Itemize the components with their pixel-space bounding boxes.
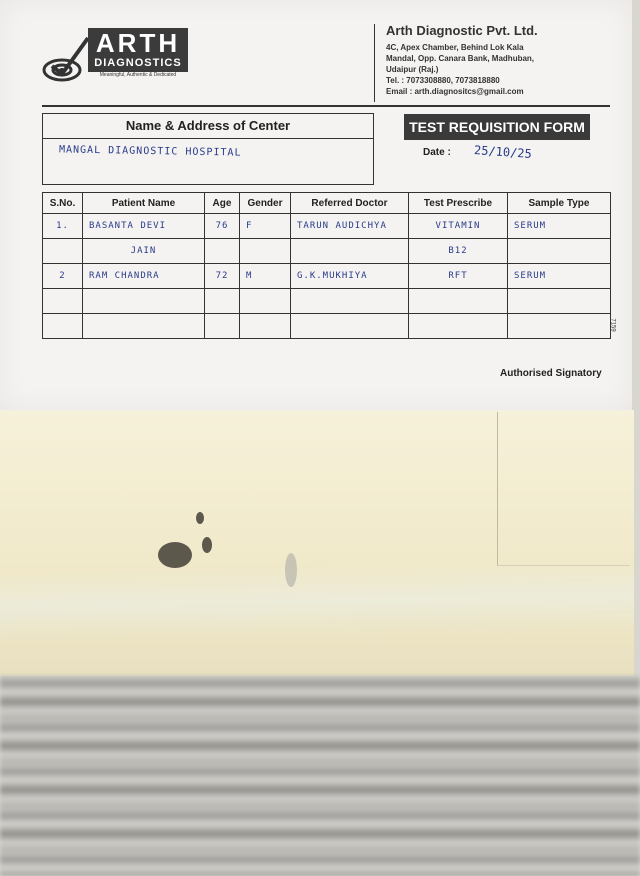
logo-tagline: Meaningful, Authentic & Dedicated	[99, 72, 177, 78]
cell-test-prescribe	[409, 314, 508, 339]
address-line: Udaipur (Raj.)	[386, 65, 439, 74]
col-header-sample-type: Sample Type	[508, 193, 611, 214]
form-serial-number: 7159	[609, 318, 616, 332]
table-row	[43, 314, 611, 339]
col-header-age: Age	[205, 193, 240, 214]
cell-patient-name: RAM CHANDRA	[83, 264, 205, 289]
address-line: Mandal, Opp. Canara Bank, Madhuban,	[386, 54, 535, 63]
cell-referred-doctor	[291, 239, 409, 264]
cell-patient-name: JAIN	[83, 239, 205, 264]
company-info	[386, 23, 606, 97]
cell-patient-name: BASANTA DEVI	[83, 214, 205, 239]
cell-test-prescribe: RFT	[409, 264, 508, 289]
cell-sample-type	[508, 289, 611, 314]
col-header-referred-doctor: Referred Doctor	[291, 193, 409, 214]
cell-sno: 1.	[43, 214, 83, 239]
cell-sno	[43, 289, 83, 314]
arth-logo	[42, 26, 190, 90]
cell-gender	[240, 289, 291, 314]
ink-stain	[196, 512, 204, 524]
header-divider	[374, 24, 375, 102]
cell-sample-type: SERUM	[508, 264, 611, 289]
cell-gender: F	[240, 214, 291, 239]
authorised-signatory: Authorised Signatory	[500, 368, 602, 379]
center-box	[42, 113, 374, 185]
cell-sno	[43, 314, 83, 339]
requisition-sheet	[0, 0, 632, 410]
cell-referred-doctor	[291, 314, 409, 339]
company-name: Arth Diagnostic Pvt. Ltd.	[386, 23, 538, 38]
cell-age	[205, 314, 240, 339]
ink-stain	[202, 537, 212, 553]
requisition-table	[42, 192, 611, 339]
table-row	[43, 239, 611, 264]
logo-sub: DIAGNOSTICS	[94, 57, 182, 69]
cell-patient-name	[83, 314, 205, 339]
cell-sample-type	[508, 314, 611, 339]
paper-flap	[497, 412, 630, 566]
table-row	[43, 214, 611, 239]
address-line: 4C, Apex Chamber, Behind Lok Kala	[386, 43, 524, 52]
table-header-row	[43, 193, 611, 214]
cell-age	[205, 289, 240, 314]
cell-gender	[240, 314, 291, 339]
table-row	[43, 289, 611, 314]
header-rule	[42, 105, 610, 107]
cell-referred-doctor: G.K.MUKHIYA	[291, 264, 409, 289]
tape-edge	[285, 553, 297, 587]
cell-sno: 2	[43, 264, 83, 289]
logo-box	[88, 28, 188, 72]
tape-strip	[0, 560, 634, 641]
cell-age: 72	[205, 264, 240, 289]
target-check-icon	[42, 36, 90, 86]
cell-age	[205, 239, 240, 264]
email-line: Email : arth.diagnositcs@gmail.com	[386, 87, 524, 96]
table-row	[43, 264, 611, 289]
cell-gender	[240, 239, 291, 264]
center-title: Name & Address of Center	[43, 114, 373, 139]
date-label: Date :	[423, 147, 451, 158]
cell-test-prescribe	[409, 289, 508, 314]
cell-test-prescribe: VITAMIN	[409, 214, 508, 239]
form-title: TEST REQUISITION FORM	[404, 114, 590, 140]
col-header-patient-name: Patient Name	[83, 193, 205, 214]
col-header-gender: Gender	[240, 193, 291, 214]
logo-brand: ARTH	[95, 28, 181, 58]
cell-referred-doctor: TARUN AUDICHYA	[291, 214, 409, 239]
cell-age: 76	[205, 214, 240, 239]
date-value: 25/10/25	[473, 143, 533, 161]
center-value: MANGAL DIAGNOSTIC HOSPITAL	[58, 144, 242, 159]
cell-patient-name	[83, 289, 205, 314]
cell-sample-type	[508, 239, 611, 264]
cell-sample-type: SERUM	[508, 214, 611, 239]
blurred-region	[0, 676, 640, 876]
col-header-test-prescribe: Test Prescribe	[409, 193, 508, 214]
cell-sno	[43, 239, 83, 264]
col-header-sno: S.No.	[43, 193, 83, 214]
cell-gender: M	[240, 264, 291, 289]
phone-line: Tel. : 7073308880, 7073818880	[386, 76, 500, 85]
cell-referred-doctor	[291, 289, 409, 314]
cell-test-prescribe: B12	[409, 239, 508, 264]
ink-stain	[158, 542, 192, 568]
